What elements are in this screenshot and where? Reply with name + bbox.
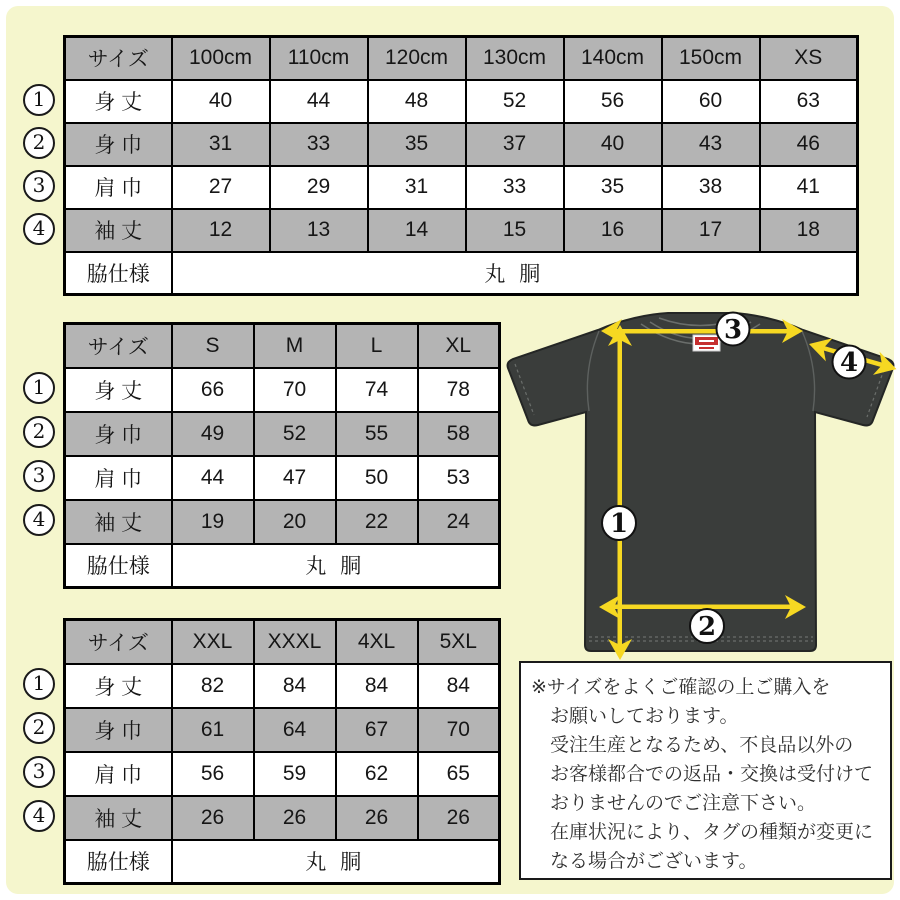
- marker-3: 3: [723, 315, 743, 345]
- column-header-cell: 100cm: [172, 37, 270, 80]
- row-number-badge: 4: [23, 504, 55, 536]
- size-table-xxl-5xl: [32, 618, 501, 885]
- column-header-cell: S: [172, 324, 254, 368]
- measurement-label-cell: 袖 丈: [65, 500, 172, 544]
- measurement-label-cell: 身 巾: [65, 412, 172, 456]
- column-header-cell: 5XL: [418, 620, 500, 664]
- measurement-value-cell: 78: [418, 368, 500, 412]
- column-header-cell: XL: [418, 324, 500, 368]
- measurement-value-cell: 26: [418, 796, 500, 840]
- column-header-cell: M: [254, 324, 336, 368]
- column-header-cell: XXXL: [254, 620, 336, 664]
- measurement-value-cell: 82: [172, 664, 254, 708]
- measurement-label-cell: 袖 丈: [65, 209, 172, 252]
- note-line: ※サイズをよくご確認の上ご購入を: [531, 677, 831, 698]
- column-header-cell: 110cm: [270, 37, 368, 80]
- measurement-label-cell: 身 丈: [65, 664, 172, 708]
- header-row: [65, 37, 858, 80]
- measurement-value-cell: 13: [270, 209, 368, 252]
- measurement-label-cell: 身 丈: [65, 80, 172, 123]
- side-spec-label-cell: 脇仕様: [65, 544, 172, 588]
- table-row: [65, 412, 500, 456]
- table-row: [65, 209, 858, 252]
- note-line: おりませんのでご注意下さい。: [550, 793, 817, 814]
- size-table: [63, 618, 501, 885]
- measurement-value-cell: 31: [172, 123, 270, 166]
- measurement-value-cell: 52: [254, 412, 336, 456]
- side-spec-label-cell: 脇仕様: [65, 840, 172, 884]
- arrow-shoulder-line: [605, 329, 799, 334]
- row-number-badge: 3: [23, 756, 55, 788]
- footer-row: [65, 840, 500, 884]
- size-table: [63, 35, 859, 296]
- measurement-value-cell: 37: [466, 123, 564, 166]
- size-table: [63, 322, 501, 589]
- column-header-cell: XS: [760, 37, 858, 80]
- measurement-value-cell: 38: [662, 166, 760, 209]
- measurement-value-cell: 70: [254, 368, 336, 412]
- size-header-cell: サイズ: [65, 620, 172, 664]
- side-spec-label-cell: 脇仕様: [65, 252, 172, 295]
- measurement-value-cell: 44: [172, 456, 254, 500]
- table-row: [65, 796, 500, 840]
- tshirt-measurement-diagram: [503, 310, 900, 664]
- table-row: [65, 708, 500, 752]
- measurement-value-cell: 20: [254, 500, 336, 544]
- column-header-cell: 120cm: [368, 37, 466, 80]
- arrow-width-line: [604, 605, 801, 610]
- measurement-value-cell: 41: [760, 166, 858, 209]
- side-spec-value-cell: 丸 胴: [172, 252, 858, 295]
- measurement-label-cell: 身 丈: [65, 368, 172, 412]
- size-header-cell: サイズ: [65, 37, 172, 80]
- measurement-value-cell: 40: [564, 123, 662, 166]
- table-row: [65, 166, 858, 209]
- table-row: [65, 80, 858, 123]
- row-number-badge: 2: [23, 127, 55, 159]
- measurement-value-cell: 58: [418, 412, 500, 456]
- measurement-label-cell: 身 巾: [65, 708, 172, 752]
- measurement-value-cell: 59: [254, 752, 336, 796]
- measurement-value-cell: 22: [336, 500, 418, 544]
- measurement-value-cell: 84: [254, 664, 336, 708]
- note-line: お客様都合での返品・交換は受付けて: [550, 764, 874, 785]
- measurement-value-cell: 26: [254, 796, 336, 840]
- column-header-cell: 140cm: [564, 37, 662, 80]
- measurement-value-cell: 55: [336, 412, 418, 456]
- row-number-badge: 2: [23, 712, 55, 744]
- header-row: [65, 324, 500, 368]
- table-row: [65, 500, 500, 544]
- row-number-badge: 3: [23, 170, 55, 202]
- measurement-value-cell: 31: [368, 166, 466, 209]
- footer-row: [65, 544, 500, 588]
- row-number-badge: 1: [23, 372, 55, 404]
- table-row: [65, 368, 500, 412]
- side-spec-value-cell: 丸 胴: [172, 544, 500, 588]
- measurement-value-cell: 24: [418, 500, 500, 544]
- measurement-value-cell: 49: [172, 412, 254, 456]
- size-table-kids-xs: [32, 35, 859, 296]
- marker-4: 4: [839, 348, 859, 378]
- measurement-value-cell: 15: [466, 209, 564, 252]
- arrow-length-line: [618, 334, 623, 650]
- row-number-badge: 1: [23, 84, 55, 116]
- measurement-value-cell: 17: [662, 209, 760, 252]
- measurement-value-cell: 35: [564, 166, 662, 209]
- table-row: [65, 456, 500, 500]
- marker-1: 1: [609, 509, 629, 539]
- side-spec-value-cell: 丸 胴: [172, 840, 500, 884]
- measurement-value-cell: 64: [254, 708, 336, 752]
- measurement-value-cell: 26: [172, 796, 254, 840]
- measurement-value-cell: 74: [336, 368, 418, 412]
- measurement-value-cell: 27: [172, 166, 270, 209]
- size-table-s-xl: [32, 322, 501, 589]
- collar-brand-tag: [693, 335, 720, 351]
- column-header-cell: 4XL: [336, 620, 418, 664]
- note-line: 在庫状況により、タグの種類が変更に: [550, 822, 874, 843]
- measurement-value-cell: 14: [368, 209, 466, 252]
- measurement-value-cell: 44: [270, 80, 368, 123]
- table-row: [65, 664, 500, 708]
- table-row: [65, 123, 858, 166]
- note-line: 受注生産となるため、不良品以外の: [550, 735, 854, 756]
- measurement-value-cell: 84: [336, 664, 418, 708]
- measurement-value-cell: 63: [760, 80, 858, 123]
- column-header-cell: 150cm: [662, 37, 760, 80]
- measurement-value-cell: 50: [336, 456, 418, 500]
- measurement-value-cell: 56: [564, 80, 662, 123]
- header-row: [65, 620, 500, 664]
- measurement-value-cell: 26: [336, 796, 418, 840]
- row-number-badge: 1: [23, 668, 55, 700]
- measurement-value-cell: 52: [466, 80, 564, 123]
- purchase-note: [519, 661, 892, 880]
- measurement-value-cell: 66: [172, 368, 254, 412]
- row-number-badge: 2: [23, 416, 55, 448]
- measurement-label-cell: 袖 丈: [65, 796, 172, 840]
- measurement-value-cell: 18: [760, 209, 858, 252]
- measurement-value-cell: 35: [368, 123, 466, 166]
- table-row: [65, 752, 500, 796]
- column-header-cell: XXL: [172, 620, 254, 664]
- row-number-badge: 4: [23, 800, 55, 832]
- measurement-value-cell: 33: [466, 166, 564, 209]
- measurement-value-cell: 33: [270, 123, 368, 166]
- measurement-value-cell: 19: [172, 500, 254, 544]
- measurement-value-cell: 65: [418, 752, 500, 796]
- measurement-value-cell: 67: [336, 708, 418, 752]
- measurement-value-cell: 40: [172, 80, 270, 123]
- measurement-value-cell: 16: [564, 209, 662, 252]
- measurement-value-cell: 29: [270, 166, 368, 209]
- measurement-value-cell: 43: [662, 123, 760, 166]
- measurement-value-cell: 47: [254, 456, 336, 500]
- measurement-label-cell: 肩 巾: [65, 166, 172, 209]
- footer-row: [65, 252, 858, 295]
- note-line: なる場合がございます。: [550, 851, 758, 872]
- marker-2: 2: [697, 612, 717, 642]
- measurement-label-cell: 肩 巾: [65, 752, 172, 796]
- measurement-value-cell: 70: [418, 708, 500, 752]
- measurement-value-cell: 48: [368, 80, 466, 123]
- measurement-value-cell: 46: [760, 123, 858, 166]
- measurement-value-cell: 84: [418, 664, 500, 708]
- measurement-value-cell: 53: [418, 456, 500, 500]
- measurement-label-cell: 肩 巾: [65, 456, 172, 500]
- column-header-cell: 130cm: [466, 37, 564, 80]
- measurement-value-cell: 56: [172, 752, 254, 796]
- row-number-badge: 4: [23, 213, 55, 245]
- note-line: お願いしております。: [550, 706, 739, 727]
- column-header-cell: L: [336, 324, 418, 368]
- row-number-badge: 3: [23, 460, 55, 492]
- size-header-cell: サイズ: [65, 324, 172, 368]
- measurement-label-cell: 身 巾: [65, 123, 172, 166]
- measurement-value-cell: 61: [172, 708, 254, 752]
- measurement-value-cell: 12: [172, 209, 270, 252]
- measurement-value-cell: 60: [662, 80, 760, 123]
- measurement-value-cell: 62: [336, 752, 418, 796]
